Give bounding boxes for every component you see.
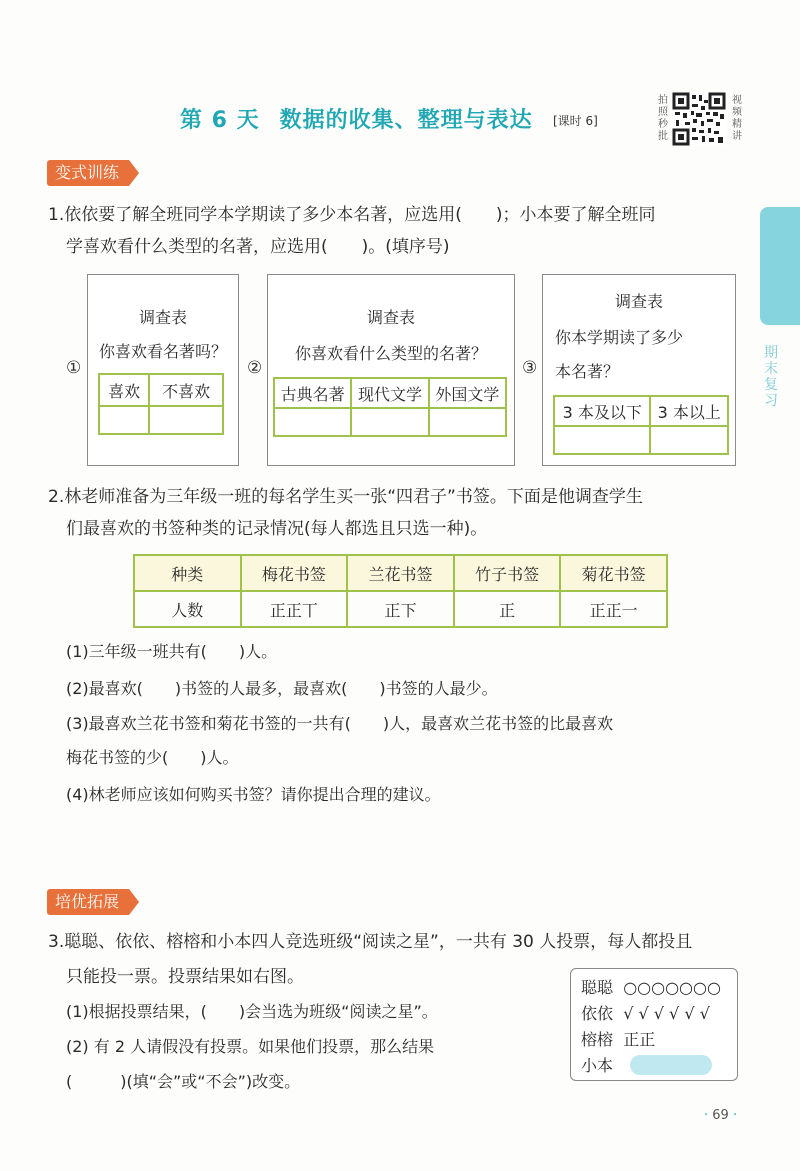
grid-empty-cell	[351, 408, 428, 436]
qr-code-icon[interactable]	[672, 92, 726, 146]
grid-header-cell: 3 本以上	[650, 396, 728, 426]
vote-row	[581, 975, 721, 998]
vote-name: 榕榕	[581, 1030, 614, 1049]
survey-grid-1	[98, 373, 224, 435]
q3-sub2b: ( )(填“会”或“不会”)改变。	[66, 1072, 301, 1091]
q1-line2: 学喜欢看什么类型的名著，应选用( )。(填序号)	[66, 237, 450, 257]
survey-title: 调查表	[614, 292, 663, 311]
survey-grid-2	[273, 377, 507, 437]
q2-sub4: (4)林老师应该如何购买书签？请你提出合理的建议。	[66, 785, 441, 804]
vote-marks: 正正	[623, 1030, 656, 1049]
table-header-cell: 竹子书签	[454, 555, 561, 591]
vote-row	[581, 1053, 613, 1076]
table-header-cell: 菊花书签	[560, 555, 667, 591]
page-number-text: 69	[712, 1108, 729, 1123]
survey-box-1	[87, 274, 239, 466]
lesson-label: [课时 6]	[553, 114, 598, 128]
q2-line1	[48, 480, 643, 514]
table-header-cell: 种类	[134, 555, 241, 591]
survey-box-3	[542, 274, 736, 466]
q2-sub1: (1)三年级一班共有( )人。	[66, 642, 278, 661]
grid-header-cell: 现代文学	[351, 378, 428, 408]
q3-line1: 3.聪聪、依依、榕榕和小本四人竞选班级“阅读之星”，一共有 30 人投票，每人都投且	[48, 932, 693, 952]
section-badge-advanced: 培优拓展	[47, 889, 129, 915]
q1-line1: 1.依依要了解全班同学本学期读了多少本名著，应选用( )；小本要了解全班同	[48, 205, 656, 225]
vote-row	[581, 1001, 710, 1024]
q3-line2: 只能投一票。投票结果如右图。	[66, 967, 304, 987]
grid-header-cell: 3 本及以下	[554, 396, 650, 426]
option-2-number: ②	[247, 358, 263, 378]
q2-line1-text: 2.林老师准备为三年级一班的每名学生买一张“四君子”书签。下面是他调查学	[48, 487, 626, 507]
day-label: 第 6 天	[180, 108, 260, 133]
grid-header-cell: 不喜欢	[149, 374, 223, 406]
bookmark-tally-table	[133, 554, 668, 628]
side-tab-label: 期末复习	[764, 345, 778, 409]
q2-sub2: (2)最喜欢( )书签的人最多，最喜欢( )书签的人最少。	[66, 679, 498, 698]
qr-right-label: 视频精讲	[732, 95, 742, 142]
survey-title: 调查表	[366, 308, 415, 327]
table-cell: 正	[454, 591, 561, 627]
table-cell: 正正一	[560, 591, 667, 627]
table-header-cell: 兰花书签	[347, 555, 454, 591]
survey-question: 你喜欢看什么类型的名著？	[294, 344, 487, 363]
title-text: 数据的收集、整理与表达	[279, 108, 533, 133]
vote-name: 依依	[581, 1004, 614, 1023]
page-number: · 69 ·	[704, 1108, 738, 1123]
vote-marks: √ √ √ √ √ √	[623, 1004, 710, 1023]
vote-marks: ○○○○○○○	[623, 978, 721, 997]
side-tab	[760, 207, 800, 325]
q2-sub3a: (3)最喜欢兰花书签和菊花书签的一共有( )人，最喜欢兰花书签的比最喜欢	[66, 714, 614, 733]
option-1-number: ①	[66, 358, 82, 378]
table-cell: 正正丅	[241, 591, 348, 627]
table-cell: 人数	[134, 591, 241, 627]
vote-name: 聪聪	[581, 978, 614, 997]
survey-question-line2: 本名著？	[555, 362, 620, 381]
q2-sub3b: 梅花书签的少( )人。	[66, 748, 239, 767]
grid-empty-cell	[149, 406, 223, 434]
q3-sub1: (1)根据投票结果，( )会当选为班级“阅读之星”。	[66, 1002, 438, 1021]
table-cell: 正下	[347, 591, 454, 627]
grid-empty-cell	[99, 406, 149, 434]
grid-empty-cell	[429, 408, 506, 436]
section-badge-variant: 变式训练	[47, 160, 129, 186]
grid-header-cell: 喜欢	[99, 374, 149, 406]
survey-box-2	[267, 274, 515, 466]
survey-question-line1: 你本学期读了多少	[555, 328, 684, 347]
qr-left-label: 拍照秒批	[658, 95, 668, 142]
grid-header-cell: 古典名著	[274, 378, 351, 408]
survey-title: 调查表	[138, 308, 187, 327]
grid-empty-cell	[650, 426, 728, 454]
table-header-cell: 梅花书签	[241, 555, 348, 591]
grid-header-cell: 外国文学	[429, 378, 506, 408]
survey-grid-3	[553, 395, 729, 455]
grid-empty-cell	[274, 408, 351, 436]
grid-empty-cell	[554, 426, 650, 454]
covered-marks-blob	[630, 1055, 712, 1075]
option-3-number: ③	[522, 358, 538, 378]
q2-line2: 们最喜欢的书签种类的记录情况(每人都选且只选一种)。	[66, 519, 488, 539]
vote-row	[581, 1027, 655, 1050]
survey-question: 你喜欢看名著吗？	[98, 342, 227, 361]
vote-name: 小本	[581, 1056, 614, 1075]
page-title	[180, 103, 533, 134]
q2-line1-end: 生	[625, 487, 643, 507]
q3-sub2: (2) 有 2 人请假没有投票。如果他们投票，那么结果	[66, 1037, 435, 1056]
